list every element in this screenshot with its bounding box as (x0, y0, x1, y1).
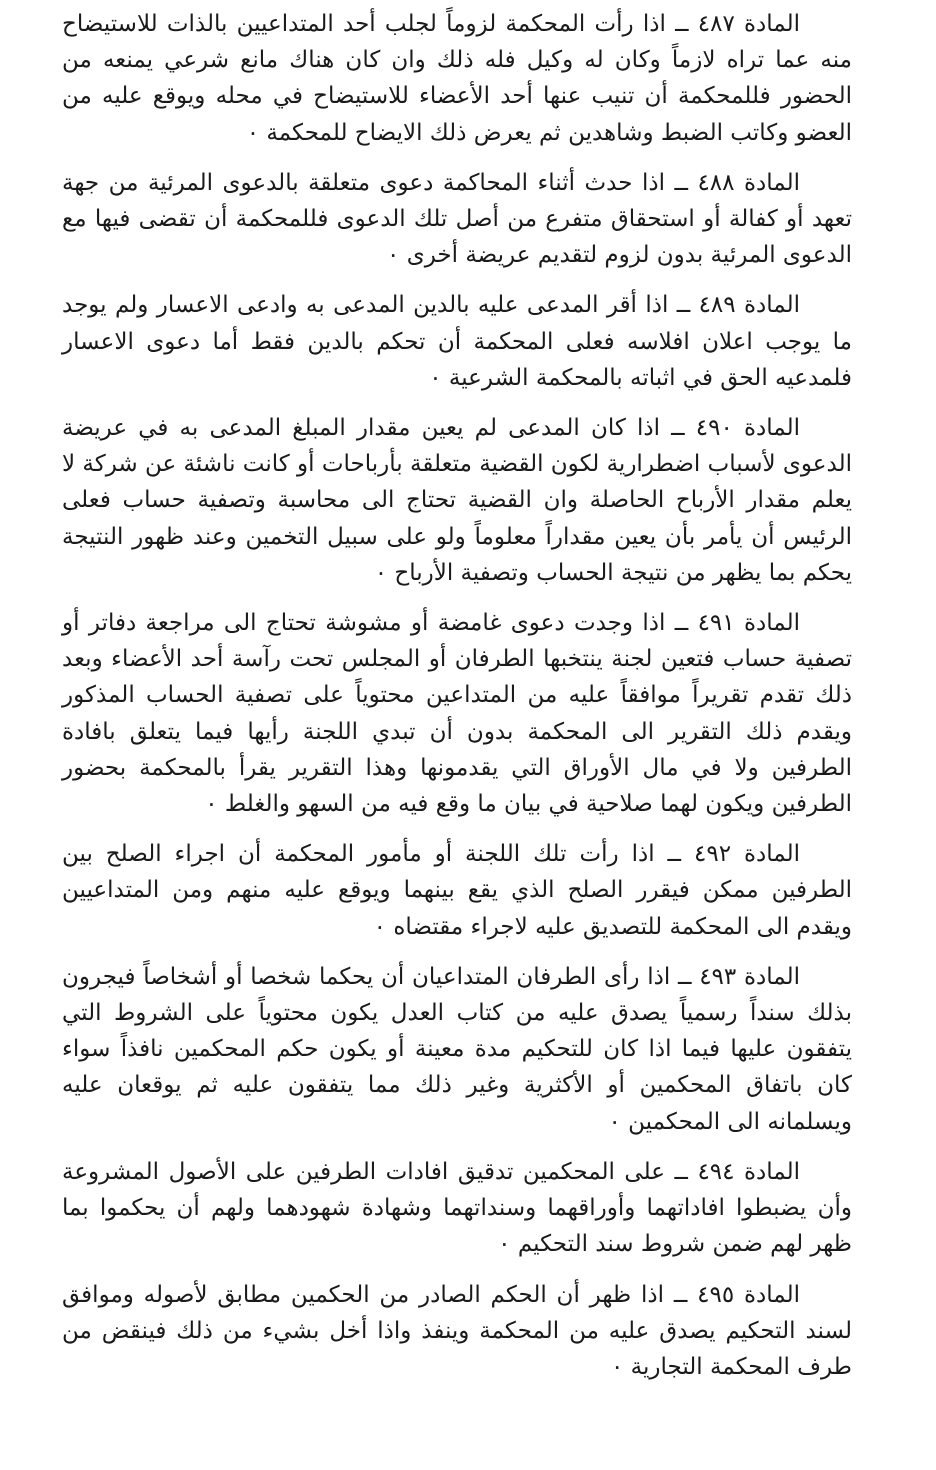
article-text: اذا رأى الطرفان المتداعيان أن يحكما شخصا أو أشخاصاً فيجرون بذلك سنداً رسمياً يصدق عليه من كتاب العدل يكون محتوياً على الشروط التي يتفقون عليها فيما اذا كان للتحكيم مدة معينة أو يكون حكم المحكمين نافذاً سواء كان باتفاق المحكمين أو الأكثرية وغير ذلك مما يتفقون عليه ثم يوقعان عليه ويسلمانه الى المحكمين ٠ (62, 963, 852, 1135)
article-number: المادة ٤٨٧ (697, 11, 800, 37)
article-488 (62, 165, 852, 274)
article-number: المادة ٤٨٩ (698, 292, 800, 319)
article-487 (62, 6, 852, 151)
article-493 (62, 959, 852, 1140)
article-490 (62, 410, 852, 591)
article-separator: ــ (654, 841, 694, 868)
article-number: المادة ٤٩٢ (693, 841, 800, 868)
article-text: اذا رأت المحكمة لزوماً لجلب أحد المتداعيين بالذات للاستيضاح منه عما تراه لازماً وكان له وكيل فله ذلك وان كان هناك مانع شرعي يمنعه من الحضور فللمحكمة أن تنيب عنها أحد الأعضاء للاستيضاح في محله ويوقع عليه من العضو وكاتب الضبط وشاهدين ثم يعرض ذلك الايضاح للمحكمة ٠ (62, 11, 852, 146)
article-separator: ــ (664, 169, 698, 196)
article-separator: ــ (664, 1158, 698, 1185)
document-page (62, 6, 852, 1385)
article-492 (62, 836, 852, 945)
article-number: المادة ٤٨٨ (697, 169, 801, 196)
article-number: المادة ٤٩٥ (697, 1281, 800, 1308)
article-text: اذا كان المدعى لم يعين مقدار المبلغ المدعى به في عريضة الدعوى لأسباب اضطرارية لكون القضية متعلقة بأرباحات أو كانت ناشئة عن شركة لا يعلم مقدار الأرباح الحاصلة وان القضية تحتاج الى محاسبة وتصفية حساب فعلى الرئيس أن يأمر بأن يعين مقداراً معلوماً ولو على سبيل التخمين وعند ظهور النتيجة يحكم بما يظهر من نتيجة الحساب وتصفية الأرباح ٠ (62, 415, 852, 586)
article-separator: ــ (665, 11, 698, 37)
article-494 (62, 1154, 852, 1263)
article-separator: ــ (670, 963, 700, 990)
article-separator: ــ (659, 415, 696, 442)
article-separator: ــ (665, 610, 698, 637)
article-491 (62, 605, 852, 822)
article-number: المادة ٤٩٤ (697, 1158, 801, 1185)
article-number: المادة ٤٩١ (697, 610, 800, 637)
article-text: اذا حدث أثناء المحاكمة دعوى متعلقة بالدعوى المرئية من جهة تعهد أو كفالة أو استحقاق متفرع من أصل تلك الدعوى فللمحكمة أن تقضى فيها مع الدعوى المرئية بدون لزوم لتقديم عريضة أخرى ٠ (62, 169, 852, 269)
article-separator: ــ (664, 1281, 698, 1308)
article-number: المادة ٤٩٣ (699, 963, 800, 990)
article-separator: ــ (668, 292, 699, 319)
article-text: اذا ظهر أن الحكم الصادر من الحكمين مطابق لأصوله وموافق لسند التحكيم يصدق عليه من المحكمة وينفذ واذا أخل بشيء من ذلك فينقض من طرف المحكمة التجارية ٠ (62, 1281, 852, 1380)
article-text: اذا رأت تلك اللجنة أو مأمور المحكمة أن اجراء الصلح بين الطرفين ممكن فيقرر الصلح الذي يقع بينهما ويوقع عليه منهم ومن المتداعيين ويقدم الى المحكمة للتصديق عليه لاجراء مقتضاه ٠ (62, 841, 852, 940)
article-489 (62, 287, 852, 396)
article-number: المادة ٤٩٠ (695, 415, 800, 442)
article-text: على المحكمين تدقيق افادات الطرفين على الأصول المشروعة وأن يضبطوا افاداتهما وأوراقهما وسنداتهما وشهادة شهودهما ولهم أن يحكموا بما ظهر لهم ضمن شروط سند التحكيم ٠ (62, 1158, 852, 1258)
article-495 (62, 1277, 852, 1386)
article-text: اذا وجدت دعوى غامضة أو مشوشة تحتاج الى مراجعة دفاتر أو تصفية حساب فتعين لجنة ينتخبها الطرفان أو المجلس تحت رآسة أحد الأعضاء وبعد ذلك تقدم تقريراً موافقاً عليه من المتداعين محتوياً على تصفية الحساب المذكور ويقدم ذلك التقرير الى المحكمة بدون أن تبدي اللجنة رأيها فيما يتعلق بافادة الطرفين ولا في مال الأوراق التي يقدمونها وهذا التقرير يقرأ بالمحكمة بحضور الطرفين ويكون لهما صلاحية في بيان ما وقع فيه من السهو والغلط ٠ (62, 610, 852, 818)
article-text: اذا أقر المدعى عليه بالدين المدعى به وادعى الاعسار ولم يوجد ما يوجب اعلان افلاسه فعلى المحكمة أن تحكم بالدين فقط أما دعوى الاعسار فلمدعيه الحق في اثباته بالمحكمة الشرعية ٠ (62, 292, 852, 391)
